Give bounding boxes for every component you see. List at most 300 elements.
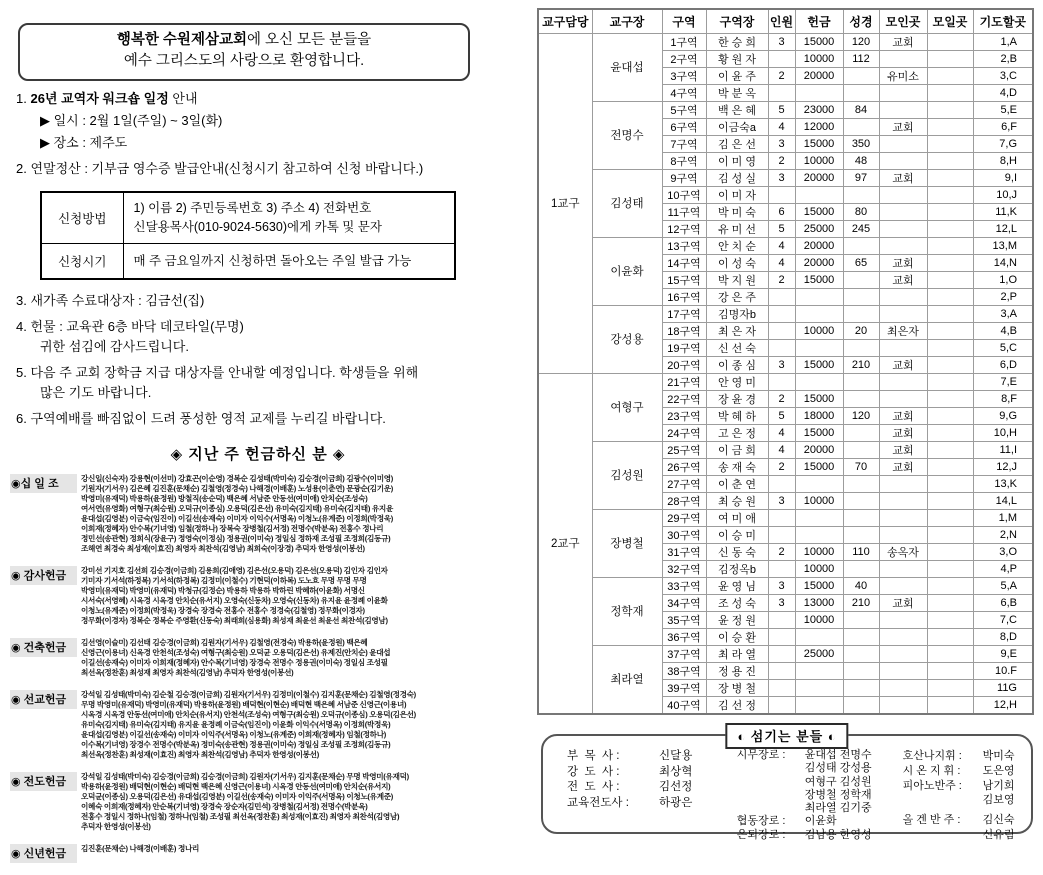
member-count-cell: 2 xyxy=(768,271,795,288)
bible-reading-cell xyxy=(843,424,879,441)
met-place-cell: 교회 xyxy=(879,594,927,611)
servants-column xyxy=(903,749,1027,843)
meeting-place-cell xyxy=(927,118,973,135)
offering-line: 전홍수 정일시 정하나(임철) 정하나(임철) 조성필 최선옥(정찬훈) 최성재(이효진) 최영자 최찬석(김영남) xyxy=(81,811,400,821)
offering-amount-cell xyxy=(795,288,843,305)
zone-leader-cell: 박 혜 하 xyxy=(706,407,768,424)
offering-line: 강신일(신숙자) 강용현(이선미) 강효곤(이순영) 경복순 김성태(박미숙) 김승경(이금희) 김광수(이미영) xyxy=(81,473,393,483)
servant-role-label xyxy=(903,793,983,808)
offering-amount-cell xyxy=(795,84,843,101)
member-count-cell: 4 xyxy=(768,441,795,458)
prayer-place-cell: 10,J xyxy=(973,186,1033,203)
prayer-place-cell: 6,F xyxy=(973,118,1033,135)
notice-number: 2. xyxy=(16,160,31,176)
bible-reading-cell xyxy=(843,390,879,407)
offering-name-list xyxy=(77,638,519,678)
notice-rest: 헌물 : 교육관 6층 바닥 데코타일(무명) xyxy=(30,319,244,335)
servant-name: 최상혁 xyxy=(659,765,693,778)
bible-reading-cell: 112 xyxy=(843,50,879,67)
zone-leader-cell: 이 금 희 xyxy=(706,441,768,458)
servant-name: 김선정 xyxy=(659,781,693,793)
zone-cell: 1구역 xyxy=(662,33,706,50)
servant-name: 윤대섭 전명수 xyxy=(804,749,872,761)
notice-item xyxy=(16,161,523,178)
member-count-cell xyxy=(768,611,795,628)
member-count-cell: 3 xyxy=(768,135,795,152)
zone-leader-cell: 이 춘 연 xyxy=(706,475,768,492)
notice-item xyxy=(16,293,523,310)
zone-cell: 35구역 xyxy=(662,611,706,628)
zone-leader-cell: 이 미 자 xyxy=(706,186,768,203)
meeting-place-cell xyxy=(927,679,973,696)
offering-section xyxy=(10,566,523,626)
prayer-place-cell: 7,E xyxy=(973,373,1033,390)
prayer-place-cell: 13,K xyxy=(973,475,1033,492)
notice-item xyxy=(16,91,523,152)
servants-column xyxy=(567,749,737,843)
zone-leader-cell: 박 지 원 xyxy=(706,271,768,288)
meeting-place-cell xyxy=(927,152,973,169)
met-place-cell xyxy=(879,152,927,169)
table-row xyxy=(538,101,1033,118)
meeting-place-cell xyxy=(927,696,973,714)
notice-text xyxy=(16,411,523,428)
servant-role-label: 시 온 지 휘 : xyxy=(902,764,961,777)
welcome-line1 xyxy=(22,30,466,51)
notice-rest: 새가족 수료대상자 : 김금선(집) xyxy=(30,293,205,309)
met-place-cell: 교회 xyxy=(879,271,927,288)
meeting-place-cell xyxy=(927,662,973,679)
servant-row xyxy=(567,780,737,796)
met-place-cell: 교회 xyxy=(879,254,927,271)
column-header: 모인곳 xyxy=(879,9,927,33)
column-header: 기도할곳 xyxy=(973,9,1033,33)
met-place-cell xyxy=(879,220,927,237)
met-place-cell xyxy=(879,135,927,152)
member-count-cell: 2 xyxy=(768,67,795,84)
prayer-place-cell: 14,N xyxy=(973,254,1033,271)
zone-leader-cell: 이 미 영 xyxy=(706,152,768,169)
zone-leader-cell: 신 선 숙 xyxy=(706,339,768,356)
bible-reading-cell: 350 xyxy=(843,135,879,152)
met-place-cell xyxy=(879,305,927,322)
zone-leader-cell: 김 선 정 xyxy=(706,696,768,714)
servant-row xyxy=(737,776,903,789)
offering-amount-cell: 12000 xyxy=(795,118,843,135)
meeting-place-cell xyxy=(927,492,973,509)
member-count-cell xyxy=(768,526,795,543)
meeting-place-cell xyxy=(927,458,973,475)
meeting-place-cell xyxy=(927,424,973,441)
offering-name-list xyxy=(77,474,519,554)
bible-reading-cell xyxy=(843,373,879,390)
member-count-cell xyxy=(768,50,795,67)
zone-leader-cell: 최 라 열 xyxy=(706,645,768,662)
meeting-place-cell xyxy=(927,322,973,339)
receipt-apply-table xyxy=(40,191,456,281)
apply-row-label: 신청시기 xyxy=(41,244,123,280)
offering-line: 정무화(이경자) 정복순 정복순 주영환(신동숙) 최래희(심용화) 최성재 최윤선 최윤선 최찬석(김영남) xyxy=(81,615,388,625)
column-header: 구역장 xyxy=(706,9,768,33)
met-place-cell: 최은자 xyxy=(879,322,927,339)
column-header: 교구담당 xyxy=(538,9,592,33)
column-header: 헌금 xyxy=(795,9,843,33)
servant-role-label xyxy=(737,789,805,802)
notice-bold-text: 26년 교역자 워크숍 일정 xyxy=(30,91,169,107)
bible-reading-cell xyxy=(843,696,879,714)
bible-reading-cell xyxy=(843,67,879,84)
offering-amount-cell: 10000 xyxy=(795,50,843,67)
offering-label: ◉ 선교헌금 xyxy=(10,690,77,709)
met-place-cell xyxy=(879,696,927,714)
meeting-place-cell xyxy=(927,67,973,84)
offering-line: 박용하(윤정원) 배덕현(이현순) 배덕현 백은혜 신영근(이용녀) 시옥경 안동선(여미애) 안치순(유서지) xyxy=(81,781,391,791)
offering-amount-cell: 20000 xyxy=(795,254,843,271)
offering-amount-cell: 10000 xyxy=(795,611,843,628)
zone-cell: 20구역 xyxy=(662,356,706,373)
met-place-cell: 유미소 xyxy=(879,67,927,84)
prayer-place-cell: 12,H xyxy=(973,696,1033,714)
member-count-cell: 2 xyxy=(768,543,795,560)
meeting-place-cell xyxy=(927,628,973,645)
offering-line: 이수복(기녀영) 장경수 전명수(박분옥) 정미숙(송관현) 정용권(이미숙) 정일심 조성필 조정희(김동규) xyxy=(81,739,391,749)
district-leader-cell: 최라열 xyxy=(592,645,662,714)
offering-amount-cell: 13000 xyxy=(795,594,843,611)
bible-reading-cell: 120 xyxy=(843,33,879,50)
offering-amount-cell: 10000 xyxy=(795,560,843,577)
notice-sub-item: ▶ 일시 : 2월 1일(주일) ~ 3일(화) xyxy=(40,112,223,128)
member-count-cell: 5 xyxy=(768,220,795,237)
zone-cell: 40구역 xyxy=(662,696,706,714)
offering-line: 김진훈(문채순) 나해경(이배훈) 정나리 xyxy=(81,843,200,853)
offering-line: 강석일 김성태(박미숙) 김순철 김승경(이금희) 김원자(기서우) 김정미(이철수) 김지훈(문채순) 김철영(정경숙) xyxy=(81,689,416,699)
servant-name: 장병철 정학재 xyxy=(804,788,872,801)
met-place-cell xyxy=(879,662,927,679)
offering-name-list xyxy=(77,844,519,863)
offering-amount-cell: 15000 xyxy=(795,271,843,288)
member-count-cell: 2 xyxy=(768,152,795,169)
meeting-place-cell xyxy=(927,50,973,67)
table-row xyxy=(538,577,1033,594)
offering-line: 강미선 기지호 김선희 김승경(이금희) 김용희(김애영) 김은선(오용덕) 김은선(오용덕) 김인자 김인자 xyxy=(81,565,388,575)
offering-line: 이혜숙 이희재(정혜자) 안순복(기녀영) 장경숙 장순자(김민석) 장병철(김서정) 전명수(박분옥) xyxy=(81,801,368,811)
met-place-cell xyxy=(879,509,927,526)
offering-name-list xyxy=(77,772,519,832)
met-place-cell: 교회 xyxy=(879,407,927,424)
district-leader-cell: 장병철 xyxy=(592,509,662,577)
offering-amount-cell: 15000 xyxy=(795,203,843,220)
zone-cell: 4구역 xyxy=(662,84,706,101)
offering-line: 김선영(이슬미) 김선태 김승경(이금희) 김원자(기서우) 김철영(전경숙) 박용하(윤정원) 백은혜 xyxy=(81,637,368,647)
zone-cell: 3구역 xyxy=(662,67,706,84)
servant-name: 김신숙 xyxy=(982,814,1015,827)
zone-cell: 9구역 xyxy=(662,169,706,186)
servant-row xyxy=(737,815,903,828)
zone-leader-cell: 최 승 원 xyxy=(706,492,768,509)
bible-reading-cell xyxy=(843,628,879,645)
offering-amount-cell: 23000 xyxy=(795,101,843,118)
met-place-cell xyxy=(879,203,927,220)
table-header-row xyxy=(538,9,1033,33)
meeting-place-cell xyxy=(927,33,973,50)
offering-line: 정민선(송관현) 정희식(장윤구) 정영숙(이정심) 정용권(이미숙) 정일심 정하재 조성필 조정희(김동규) xyxy=(81,533,391,543)
offering-section xyxy=(10,772,523,832)
apply-row-label: 신청방법 xyxy=(41,192,123,244)
servant-name: 김남용 한영성 xyxy=(804,828,872,841)
meeting-place-cell xyxy=(927,645,973,662)
column-header: 교구장 xyxy=(592,9,662,33)
servant-row xyxy=(903,793,1027,808)
servant-row xyxy=(903,749,1027,764)
servant-row xyxy=(903,764,1027,779)
zone-cell: 28구역 xyxy=(662,492,706,509)
meeting-place-cell xyxy=(927,390,973,407)
district-leader-cell: 김성태 xyxy=(592,169,662,237)
bible-reading-cell: 48 xyxy=(843,152,879,169)
notice-number: 5. xyxy=(16,365,31,381)
zone-leader-cell: 송 재 숙 xyxy=(706,458,768,475)
servant-name: 남기희 xyxy=(982,779,1015,792)
met-place-cell xyxy=(879,492,927,509)
meeting-place-cell xyxy=(927,577,973,594)
offering-line: 유미숙(김지태) 유미숙(김지태) 유지윤 윤정례 이금숙(임진이) 이윤화 이익수(서명옥) 이정희(박정욱) xyxy=(81,719,391,729)
met-place-cell xyxy=(879,373,927,390)
servant-name: 김성태 강성용 xyxy=(804,762,872,775)
offering-amount-cell: 20000 xyxy=(795,237,843,254)
zone-cell: 27구역 xyxy=(662,475,706,492)
bible-reading-cell xyxy=(843,339,879,356)
bible-reading-cell xyxy=(843,271,879,288)
prayer-place-cell: 5,E xyxy=(973,101,1033,118)
meeting-place-cell xyxy=(927,288,973,305)
meeting-place-cell xyxy=(927,237,973,254)
zone-cell: 38구역 xyxy=(662,662,706,679)
prayer-place-cell: 1,O xyxy=(973,271,1033,288)
servant-row xyxy=(903,779,1027,794)
offering-amount-cell xyxy=(795,305,843,322)
church-name: 행복한 수원제삼교회 xyxy=(116,32,247,48)
member-count-cell xyxy=(768,84,795,101)
servant-role-label xyxy=(903,828,983,843)
bible-reading-cell xyxy=(843,679,879,696)
met-place-cell xyxy=(879,645,927,662)
offering-amount-cell xyxy=(795,526,843,543)
zone-leader-cell: 이금숙a xyxy=(706,118,768,135)
member-count-cell xyxy=(768,560,795,577)
offering-line: 신영근(이용녀) 신옥경 안천석(조성숙) 여형구(최승원) 오덕균 오용덕(김은선) 유제진(안치순) 윤대섭 xyxy=(81,647,391,657)
servant-name: 신유림 xyxy=(982,828,1015,841)
bible-reading-cell xyxy=(843,475,879,492)
notice-number: 6. xyxy=(16,410,31,426)
servant-row xyxy=(737,829,903,842)
zone-leader-cell: 이 승 환 xyxy=(706,628,768,645)
zone-leader-cell: 이 윤 주 xyxy=(706,67,768,84)
servant-row xyxy=(737,789,903,802)
servant-role-label: 협동장로 : xyxy=(736,815,786,828)
servant-role-label: 강 도 사 : xyxy=(567,765,620,778)
met-place-cell xyxy=(879,577,927,594)
zone-leader-cell: 박 미 숙 xyxy=(706,203,768,220)
district-leader-cell: 강성용 xyxy=(592,305,662,373)
offering-line: 무명 박영미(유재덕) 박영미(유재덕) 박용하(윤정원) 배덕현(이현순) 배덕현 백은혜 서남준 신영근(이용녀) xyxy=(81,699,407,709)
offering-amount-cell: 18000 xyxy=(795,407,843,424)
offering-amount-cell: 15000 xyxy=(795,135,843,152)
servant-name: 박미숙 xyxy=(982,750,1015,762)
table-row xyxy=(538,305,1033,322)
notice-rest: 구역예배를 빠짐없이 드려 풍성한 영적 교제를 누리길 바랍니다. xyxy=(30,410,386,426)
offering-amount-cell: 20000 xyxy=(795,441,843,458)
zone-cell: 26구역 xyxy=(662,458,706,475)
zone-cell: 39구역 xyxy=(662,679,706,696)
prayer-place-cell: 2,B xyxy=(973,50,1033,67)
offering-line: 추덕자 한영성(이봉선) xyxy=(81,821,151,831)
offering-line: 기원자(기서우) 김은혜 김진훈(문채순) 김철영(정경숙) 나해경(이배훈) 노성용(이춘연) 문광순(김기운) xyxy=(81,483,393,493)
welcome-line2: 예수 그리스도의 사랑으로 환영합니다. xyxy=(123,53,365,70)
meeting-place-cell xyxy=(927,135,973,152)
offering-amount-cell: 10000 xyxy=(795,322,843,339)
meeting-place-cell xyxy=(927,526,973,543)
servant-row xyxy=(567,765,737,781)
member-count-cell: 3 xyxy=(768,492,795,509)
member-count-cell: 2 xyxy=(768,458,795,475)
meeting-place-cell xyxy=(927,169,973,186)
notice-rest: 연말정산 : 기부금 영수증 발급안내(신청시기 참고하여 신청 바랍니다.) xyxy=(30,160,424,176)
met-place-cell xyxy=(879,50,927,67)
prayer-place-cell: 4,D xyxy=(973,84,1033,101)
offering-name-list xyxy=(77,566,519,626)
zone-cell: 12구역 xyxy=(662,220,706,237)
servants-box xyxy=(541,729,1033,841)
member-count-cell: 6 xyxy=(768,203,795,220)
servant-role-label: 부 목 사 : xyxy=(567,750,620,762)
offering-amount-cell xyxy=(795,475,843,492)
table-row xyxy=(538,441,1033,458)
servant-role-label: 교육전도사 : xyxy=(567,796,629,809)
member-count-cell xyxy=(768,645,795,662)
offering-amount-cell: 20000 xyxy=(795,67,843,84)
offering-line: 시옥경 시옥경 안동선(여미애) 안치순(유서지) 안천석(조성숙) 여형구(최승원) 오덕규(이종심) 오용덕(김은선) xyxy=(81,709,416,719)
column-header: 구역 xyxy=(662,9,706,33)
zone-cell: 22구역 xyxy=(662,390,706,407)
notice-sub-item: ▶ 장소 : 제주도 xyxy=(40,134,128,150)
servant-role-label: 시무장로 : xyxy=(736,749,786,761)
prayer-place-cell: 6,B xyxy=(973,594,1033,611)
zone-leader-cell: 이 종 심 xyxy=(706,356,768,373)
notices xyxy=(8,91,523,428)
apply-table-row xyxy=(41,192,455,244)
member-count-cell xyxy=(768,339,795,356)
servant-name: 김보영 xyxy=(982,794,1015,807)
member-count-cell xyxy=(768,305,795,322)
column-header: 성경 xyxy=(843,9,879,33)
offering-name-list xyxy=(77,690,519,760)
offering-line: 이길선(송재숙) 이미자 이희재(정혜자) 안수복(기녀영) 장경숙 전명수 정용권(이미숙) 정일심 조성필 xyxy=(81,657,388,667)
notice-item xyxy=(16,365,523,402)
zone-cell: 23구역 xyxy=(662,407,706,424)
zone-leader-cell: 이 성 숙 xyxy=(706,254,768,271)
servant-name: 여형구 김성원 xyxy=(804,775,872,788)
bible-reading-cell xyxy=(843,237,879,254)
prayer-place-cell: 12,L xyxy=(973,220,1033,237)
zone-leader-cell: 윤 정 원 xyxy=(706,611,768,628)
zone-cell: 10구역 xyxy=(662,186,706,203)
offering-line: 이희재(정혜자) 안수복(기녀영) 임철(정하나) 장복숙 장병철(김서정) 전명수(박분옥) 전홍수 정나리 xyxy=(81,523,384,533)
prayer-place-cell: 10,H xyxy=(973,424,1033,441)
servant-row xyxy=(567,796,737,812)
servant-role-label: 피아노반주 : xyxy=(902,779,962,792)
zone-cell: 16구역 xyxy=(662,288,706,305)
prayer-place-cell: 2,P xyxy=(973,288,1033,305)
met-place-cell xyxy=(879,186,927,203)
prayer-place-cell: 5,C xyxy=(973,339,1033,356)
bible-reading-cell xyxy=(843,526,879,543)
notice-number: 4. xyxy=(16,319,31,335)
offering-line: 최선옥(정찬훈) 최성재(이효진) 최영자 최찬석(김영남) 추덕자 한영성(이봉선) xyxy=(81,749,319,759)
met-place-cell xyxy=(879,339,927,356)
bible-reading-cell: 20 xyxy=(843,322,879,339)
prayer-place-cell: 1,A xyxy=(973,33,1033,50)
offering-label: ◉ 건축헌금 xyxy=(10,638,77,657)
zone-leader-cell: 정 용 진 xyxy=(706,662,768,679)
zone-cell: 2구역 xyxy=(662,50,706,67)
met-place-cell xyxy=(879,526,927,543)
zone-cell: 6구역 xyxy=(662,118,706,135)
prayer-place-cell: 7,G xyxy=(973,135,1033,152)
zone-leader-cell: 김명자b xyxy=(706,305,768,322)
table-row xyxy=(538,169,1033,186)
bible-reading-cell: 84 xyxy=(843,101,879,118)
prayer-place-cell: 1,M xyxy=(973,509,1033,526)
zone-leader-cell: 김정옥b xyxy=(706,560,768,577)
meeting-place-cell xyxy=(927,203,973,220)
servants-column xyxy=(737,749,903,843)
offering-amount-cell xyxy=(795,628,843,645)
meeting-place-cell xyxy=(927,509,973,526)
district-cell: 1교구 xyxy=(538,33,592,373)
zone-cell: 29구역 xyxy=(662,509,706,526)
notice-number: 3. xyxy=(16,293,31,309)
offering-amount-cell xyxy=(795,696,843,714)
apply-content-line: 1) 이름 2) 주민등록번호 3) 주소 4) 전화번호 xyxy=(133,200,372,215)
offering-section xyxy=(10,690,523,760)
met-place-cell: 교회 xyxy=(879,33,927,50)
zone-cell: 18구역 xyxy=(662,322,706,339)
prayer-place-cell: 4,P xyxy=(973,560,1033,577)
offering-amount-cell: 10000 xyxy=(795,543,843,560)
meeting-place-cell xyxy=(927,305,973,322)
prayer-place-cell: 8,D xyxy=(973,628,1033,645)
apply-table-row xyxy=(41,244,455,280)
servant-name: 도은영 xyxy=(982,764,1015,777)
offering-amount-cell: 15000 xyxy=(795,390,843,407)
met-place-cell: 교회 xyxy=(879,356,927,373)
table-row xyxy=(538,373,1033,390)
prayer-place-cell: 11,K xyxy=(973,203,1033,220)
meeting-place-cell xyxy=(927,560,973,577)
prayer-place-cell: 13,M xyxy=(973,237,1033,254)
meeting-place-cell xyxy=(927,611,973,628)
notice-continuation: 많은 기도 바랍니다. xyxy=(40,384,152,400)
offering-sections xyxy=(8,474,523,863)
prayer-place-cell: 12,J xyxy=(973,458,1033,475)
prayer-place-cell: 2,N xyxy=(973,526,1033,543)
offering-line: 박영미(유재덕) 박영미(유재덕) 박청규(김정순) 박용하 박용하 박하린 박혜하(이윤화) 서명신 xyxy=(81,585,365,595)
zone-cell: 31구역 xyxy=(662,543,706,560)
zone-leader-cell: 안 영 미 xyxy=(706,373,768,390)
apply-content-line: 매 주 금요일까지 신청하면 돌아오는 주일 발급 가능 xyxy=(133,253,412,268)
prayer-place-cell: 3,A xyxy=(973,305,1033,322)
district-cell: 2교구 xyxy=(538,373,592,714)
